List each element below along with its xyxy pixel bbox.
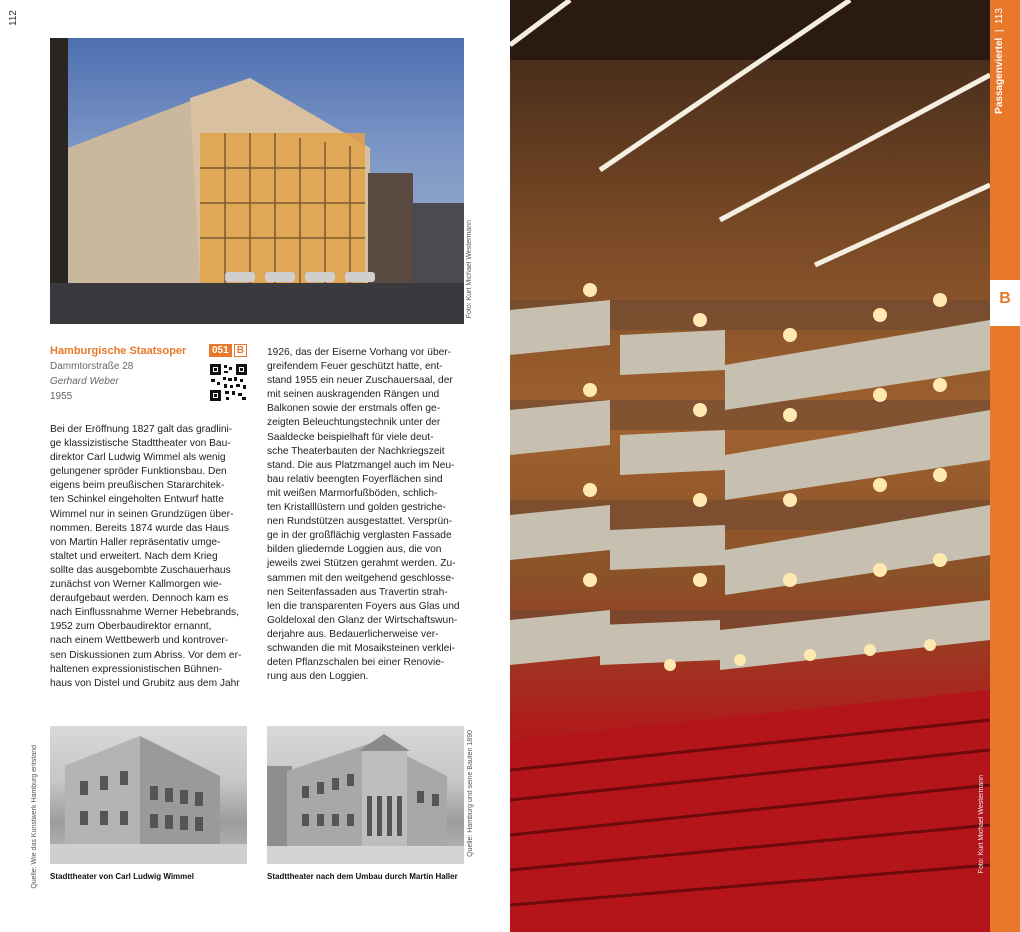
text-line: deraufgebaut werden. Dennoch kam es <box>50 593 229 605</box>
page-number-right: 113 <box>994 8 1005 24</box>
qr-code-icon[interactable] <box>209 363 248 402</box>
text-line: sen Diskussionen zum Abriss. Vor dem er- <box>50 649 242 661</box>
section-letter: B <box>999 290 1011 307</box>
historic-building-illustration <box>50 726 247 864</box>
historic-photo-haller <box>267 726 464 864</box>
entry-badge <box>209 344 247 357</box>
text-line: mit seinen auskragenden Rängen und <box>267 389 440 401</box>
text-line: Balkonen sowie der erstmals offen ge- <box>267 403 441 415</box>
text-line: sammen mit den weitgehend geschlosse- <box>267 572 455 584</box>
entry-letter: B <box>234 344 247 357</box>
text-line: nen Rundstützen ausgestattet. Versprün- <box>267 516 453 528</box>
body-column-2 <box>267 346 464 684</box>
text-line: ge in der großflächig verglasten Fassade <box>267 530 452 542</box>
text-line: greifendem Feuer geschützt hatte, ent- <box>267 361 443 373</box>
text-line: Goldeloxal den Glanz der Wirtschaftswun- <box>267 614 458 626</box>
caption-haller: Stadttheater nach dem Umbau durch Martin Haller <box>267 872 458 881</box>
text-line: zeigten Beleuchtungstechnik unter der <box>267 417 441 429</box>
opera-exterior-photo <box>50 38 464 324</box>
text-line: nen Seitenfassaden aus Travertin strah- <box>267 586 448 598</box>
text-line: len die transparenten Foyers aus Glas und <box>267 600 460 612</box>
text-line: Saaldecke beispielhaft für viele deut- <box>267 431 434 443</box>
caption-wimmel: Stadttheater von Carl Ludwig Wimmel <box>50 872 194 881</box>
text-line: rung aus den Loggien. <box>267 671 369 683</box>
source-credit-bw1: Quelle: Wie das Kunstwerk Hamburg entstand <box>31 745 38 889</box>
text-line: gelungener spröder Funktionsbau. Den <box>50 466 227 478</box>
entry-title: Hamburgische Staatsoper <box>50 345 187 357</box>
entry-number: 051 <box>209 344 232 357</box>
entry-address: Dammtorstraße 28 <box>50 361 134 372</box>
section-tab-lower <box>990 326 1020 932</box>
text-line: von Martin Haller repräsentativ umge- <box>50 536 221 548</box>
text-line: bau relativ beengten Foyerflächen sind <box>267 473 443 485</box>
body-column-1 <box>50 423 247 691</box>
text-line: deten Pflanzschalen bei einer Renovie- <box>267 657 445 669</box>
text-line: stand. Die aus Platzmangel auch im Neu- <box>267 459 455 471</box>
text-line: zunächst von Werner Kallmorgen wie- <box>50 579 222 591</box>
historic-building-illustration-2 <box>267 726 464 864</box>
text-line: eigens beim preußischen Stararchitek- <box>50 480 225 492</box>
text-line: sche Theaterbauten der Nachkriegszeit <box>267 445 445 457</box>
entry-architect: Gerhard Weber <box>50 376 119 387</box>
text-line: nommen. Bereits 1874 wurde das Haus <box>50 522 229 534</box>
section-name: Passagenviertel <box>994 37 1005 114</box>
text-line: Bei der Eröffnung 1827 galt das gradlini- <box>50 424 233 435</box>
text-line: bilden gliedernde Loggien aus, die von <box>267 544 442 556</box>
text-line: Wimmel nur in seinen Grundzügen über- <box>50 508 234 520</box>
text-line: staltet und erweitert. Nach dem Krieg <box>50 550 218 562</box>
text-line: ten Schinkel eingeholten Entwurf hatte <box>50 494 224 506</box>
historic-photo-wimmel <box>50 726 247 864</box>
text-line: nach Einflussnahme Werner Hebebrands, <box>50 607 239 619</box>
opera-exterior-illustration <box>50 38 464 324</box>
section-label: Passagenviertel | 113 <box>994 8 1005 114</box>
text-line: nach einem Wettbewerb und kontrover- <box>50 635 229 647</box>
text-line: haus von Distel und Grubitz aus dem Jahr <box>50 677 240 689</box>
source-credit-bw2: Quelle: Hamburg und seine Bauten 1890 <box>467 730 474 857</box>
text-line: 1952 zum Oberbaudirektor ernannt, <box>50 621 212 633</box>
text-line: haltenen expressionistischen Bühnen- <box>50 663 223 675</box>
entry-year: 1955 <box>50 391 73 402</box>
text-line: sollte das ausgebombte Zuschauerhaus <box>50 564 231 576</box>
photo-credit-top: Foto: Kurt Michael Westermann <box>466 220 473 319</box>
text-line: jeweils zwei Stützen gerahmt werden. Zu- <box>267 558 456 570</box>
page-number-left: 112 <box>8 10 19 26</box>
auditorium-photo <box>510 0 990 932</box>
text-line: direktor Carl Ludwig Wimmel als wenig <box>50 452 226 464</box>
text-line: ge klassizistische Stadttheater von Bau- <box>50 438 231 450</box>
text-line: derjahre aus. Bedauerlicherweise ver- <box>267 628 439 640</box>
text-line: stand 1955 ein neuer Zuschauersaal, der <box>267 375 453 387</box>
photo-credit-right: Foto: Kurt Michael Westermann <box>978 775 985 874</box>
text-line: schwanden die mit Mosaiksteinen verklei- <box>267 642 455 654</box>
auditorium-illustration <box>510 0 990 932</box>
text-line: 1926, das der Eiserne Vorhang vor über- <box>267 347 452 358</box>
text-line: ten Kristalllüstern und golden gestriche- <box>267 502 446 514</box>
text-line: mit weißen Marmorfußböden, schlich- <box>267 487 438 499</box>
